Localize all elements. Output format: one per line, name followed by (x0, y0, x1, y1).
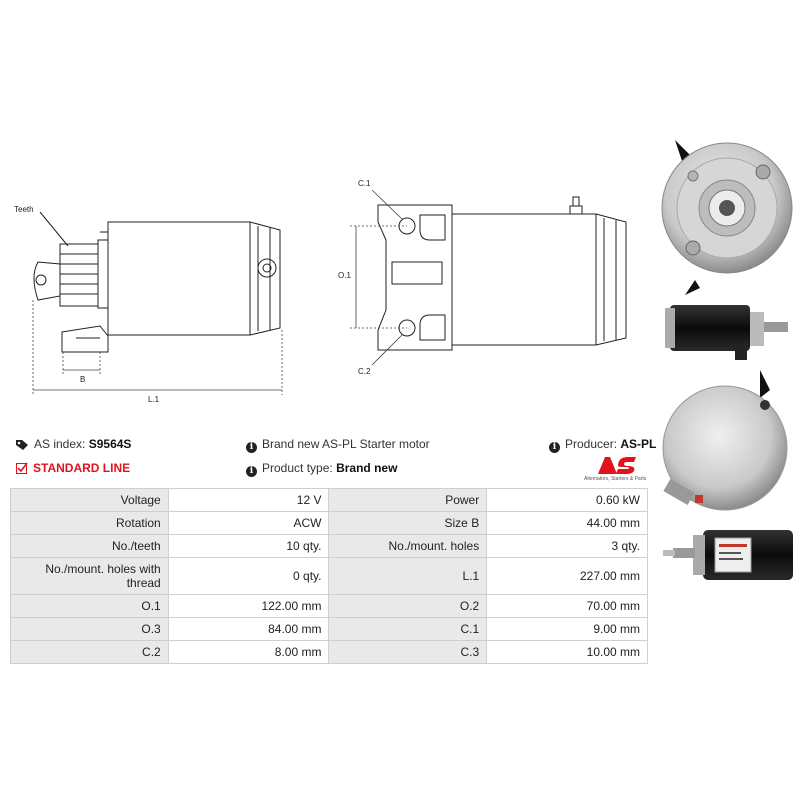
product-type (246, 461, 397, 477)
technical-drawing (0, 120, 650, 410)
producer-label: Producer: (565, 437, 618, 451)
description-text: Brand new AS-PL Starter motor (262, 437, 430, 451)
table-row (11, 595, 648, 618)
spec-label: O.2 (329, 595, 487, 618)
spec-label: Rotation (11, 512, 169, 535)
spec-value: 44.00 mm (487, 512, 648, 535)
spec-value: 84.00 mm (168, 618, 329, 641)
spec-value: 227.00 mm (487, 558, 648, 595)
table-row (11, 618, 648, 641)
info-icon: i (246, 466, 257, 477)
spec-label: Power (329, 489, 487, 512)
spec-label: Size B (329, 512, 487, 535)
front-view-drawing (378, 197, 626, 350)
spec-value: 3 qty. (487, 535, 648, 558)
as-index-value: S9564S (88, 437, 132, 451)
photo-labeled-side-view (663, 530, 793, 580)
product-type-label: Product type: (262, 461, 333, 475)
c1-dimension-label: C.1 (358, 179, 371, 188)
table-row (11, 641, 648, 664)
spec-label: C.1 (329, 618, 487, 641)
specs-table (10, 488, 648, 664)
table-row (11, 489, 648, 512)
as-index (16, 437, 131, 451)
standard-line (16, 461, 130, 475)
photo-front-view (662, 140, 792, 295)
logo-subtitle: Alternators, Starters & Parts (584, 476, 647, 482)
table-row (11, 558, 648, 595)
spec-value: ACW (168, 512, 329, 535)
photo-rear-view (663, 370, 787, 510)
standard-line-text: STANDARD LINE (33, 461, 131, 475)
table-row (11, 535, 648, 558)
spec-label: Voltage (11, 489, 169, 512)
spec-value: 8.00 mm (168, 641, 329, 664)
spec-label: No./mount. holes with thread (11, 558, 169, 595)
product-type-value: Brand new (336, 461, 398, 475)
spec-value: 0.60 kW (487, 489, 648, 512)
spec-value: 122.00 mm (168, 595, 329, 618)
spec-label: C.3 (329, 641, 487, 664)
as-logo-mark (596, 454, 640, 476)
as-index-label: AS index: (34, 437, 86, 451)
l1-dimension-label: L.1 (148, 395, 160, 404)
b-dimension-label: B (80, 375, 86, 384)
producer-value: AS-PL (620, 437, 657, 451)
checkbox-icon (16, 462, 28, 474)
spec-value: 70.00 mm (487, 595, 648, 618)
spec-label: No./mount. holes (329, 535, 487, 558)
spec-label: O.3 (11, 618, 169, 641)
spec-value: 9.00 mm (487, 618, 648, 641)
tag-icon (16, 439, 29, 450)
info-icon: i (246, 442, 257, 453)
spec-label: L.1 (329, 558, 487, 595)
spec-label: O.1 (11, 595, 169, 618)
producer (549, 437, 656, 453)
spec-value: 10.00 mm (487, 641, 648, 664)
spec-label: No./teeth (11, 535, 169, 558)
spec-label: C.2 (11, 641, 169, 664)
photo-side-view (665, 305, 788, 360)
spec-value: 0 qty. (168, 558, 329, 595)
spec-value: 12 V (168, 489, 329, 512)
o1-dimension-label: O.1 (338, 271, 351, 280)
product-photos (655, 130, 800, 675)
info-icon: i (549, 442, 560, 453)
side-view-drawing (34, 212, 280, 352)
table-row (11, 512, 648, 535)
teeth-label: Teeth (14, 205, 34, 214)
spec-value: 10 qty. (168, 535, 329, 558)
description (246, 437, 430, 453)
c2-dimension-label: C.2 (358, 367, 371, 376)
